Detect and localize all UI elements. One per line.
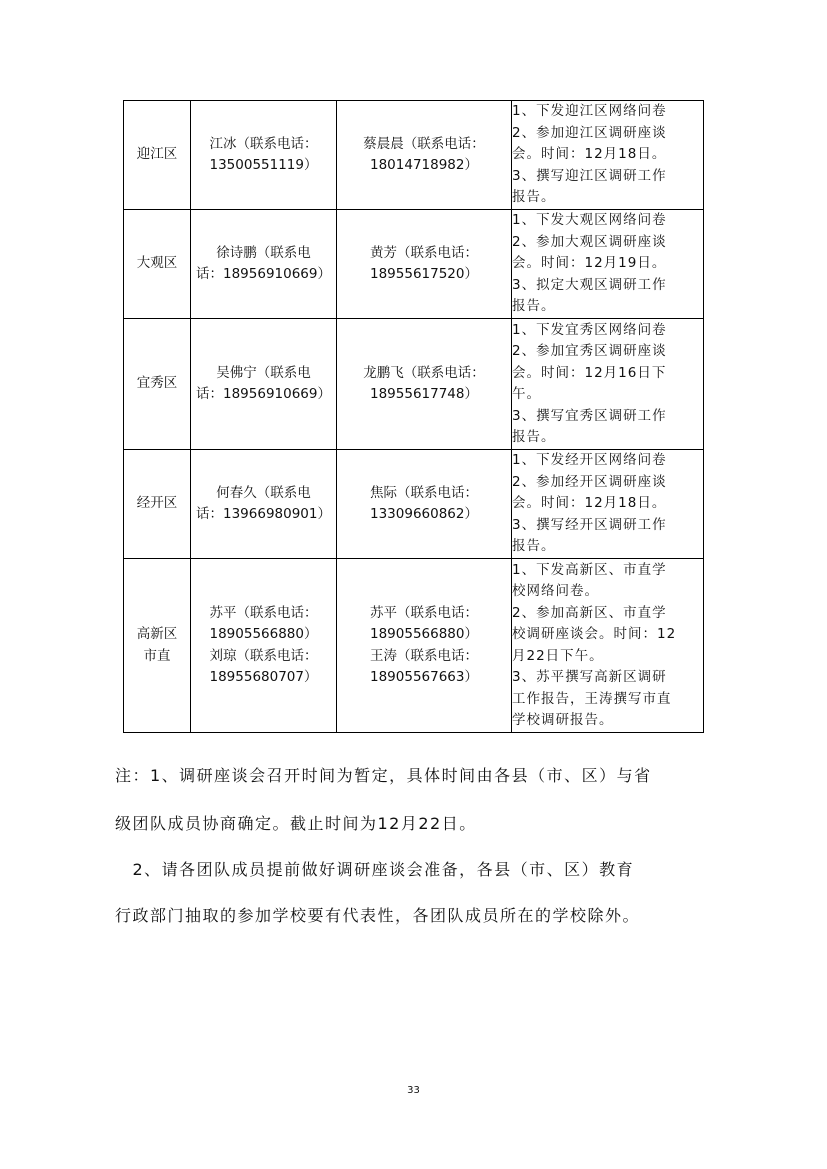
table-row [124, 319, 704, 450]
member-contact-cell: 焦际（联系电话： 13309660862） [337, 450, 512, 559]
task-cell: 1、下发大观区网络问卷 2、参加大观区调研座谈 会。时间：12月19日。 3、拟定大观区调研工作 报告。 [512, 210, 704, 319]
head-contact-cell: 江冰（联系电话： 13500551119） [191, 101, 337, 210]
note-line: 行政部门抽取的参加学校要有代表性，各团队成员所在的学校除外。 [115, 906, 641, 925]
page-number: 33 [407, 1085, 420, 1096]
member-contact-cell: 蔡晨晨（联系电话： 18014718982） [337, 101, 512, 210]
member-contact-cell: 黄芳（联系电话： 18955617520） [337, 210, 512, 319]
task-cell: 1、下发迎江区网络问卷 2、参加迎江区调研座谈 会。时间：12月18日。 3、撰写迎江区调研工作 报告。 [512, 101, 704, 210]
head-contact-cell: 何春久（联系电 话：13966980901） [191, 450, 337, 559]
member-contact-cell: 龙鹏飞（联系电话： 18955617748） [337, 319, 512, 450]
head-contact-cell: 吴佛宁（联系电 话：18956910669） [191, 319, 337, 450]
table-row [124, 101, 704, 210]
task-cell: 1、下发高新区、市直学 校网络问卷。 2、参加高新区、市直学 校调研座谈会。时间：12 月22日下午。 3、苏平撰写高新区调研 工作报告，王涛撰写市直 学校调研报告。 [512, 559, 704, 733]
table-row [124, 559, 704, 733]
region-cell: 大观区 [124, 210, 191, 319]
task-cell: 1、下发经开区网络问卷 2、参加经开区调研座谈 会。时间：12月18日。 3、撰写经开区调研工作 报告。 [512, 450, 704, 559]
region-cell: 迎江区 [124, 101, 191, 210]
region-cell: 经开区 [124, 450, 191, 559]
region-cell: 高新区 市直 [124, 559, 191, 733]
note-line: 2、请各团队成员提前做好调研座谈会准备，各县（市、区）教育 [115, 860, 635, 879]
table-row [124, 210, 704, 319]
head-contact-cell: 苏平（联系电话： 18905566880） 刘琼（联系电话： 18955680707） [191, 559, 337, 733]
note-line: 注：1、调研座谈会召开时间为暂定，具体时间由各县（市、区）与省 [115, 766, 652, 785]
region-cell: 宜秀区 [124, 319, 191, 450]
schedule-table [123, 100, 704, 733]
member-contact-cell: 苏平（联系电话： 18905566880） 王涛（联系电话： 18905567663） [337, 559, 512, 733]
task-cell: 1、下发宜秀区网络问卷 2、参加宜秀区调研座谈 会。时间：12月16日下 午。 3、撰写宜秀区调研工作 报告。 [512, 319, 704, 450]
head-contact-cell: 徐诗鹏（联系电 话：18956910669） [191, 210, 337, 319]
table-row [124, 450, 704, 559]
note-line: 级团队成员协商确定。截止时间为12月22日。 [115, 814, 477, 833]
